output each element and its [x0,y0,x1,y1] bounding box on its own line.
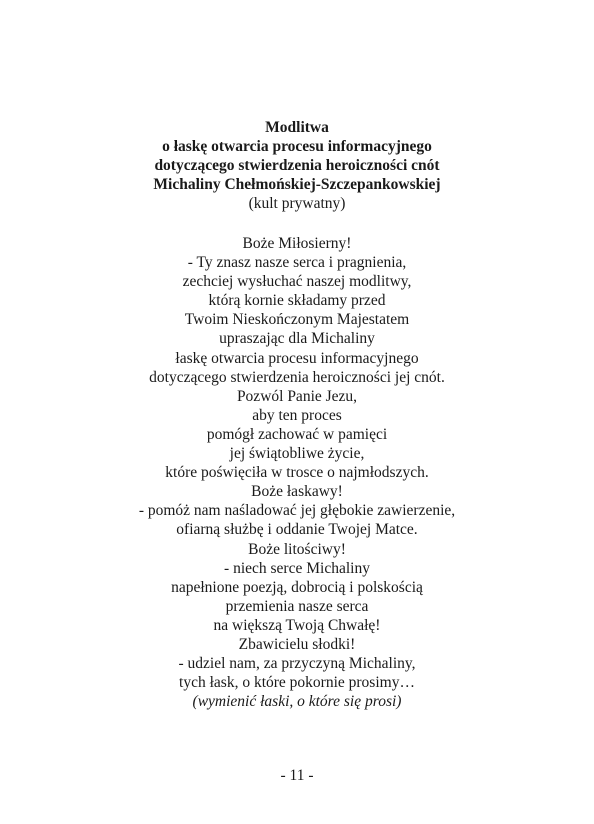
prayer-line: zechciej wysłuchać naszej modlitwy, [182,273,412,291]
page-number: - 11 - [280,767,314,784]
prayer-instruction: (wymienić łaski, o które się prosi) [192,693,402,711]
prayer-line: pomógł zachować w pamięci [206,425,388,443]
prayer-line: Boże litościwy! [248,540,346,558]
prayer-line: Twoim Nieskończonym Majestatem [184,311,410,329]
prayer-line: ofiarną służbę i oddanie Twojej Matce. [176,521,418,539]
prayer-line: przemienia nasze serca [225,597,369,615]
title-line: dotyczącego stwierdzenia heroiczności cnót [154,157,440,174]
prayer-line: łaskę otwarcia procesu informacyjnego [175,349,419,367]
prayer-line: upraszając dla Michaliny [219,330,375,348]
prayer-line: które poświęciła w trosce o najmłodszych. [165,464,429,482]
prayer-title [0,118,594,213]
prayer-line: - niech serce Michaliny [224,559,370,577]
prayer-line: napełnione poezją, dobrocią i polskością [171,578,423,596]
prayer-line: jej świątobliwe życie, [229,445,365,463]
prayer-line: Boże łaskawy! [251,483,343,501]
prayer-line: - pomóż nam naśladować jej głębokie zawierzenie, [138,502,456,520]
prayer-line: - Ty znasz nasze serca i pragnienia, [187,254,407,272]
prayer-line: Pozwól Panie Jezu, [236,387,358,405]
prayer-line: aby ten proces [252,406,342,424]
prayer-line: Zbawicielu słodki! [238,635,356,653]
title-line: o łaskę otwarcia procesu informacyjnego [162,138,432,155]
title-line: Modlitwa [265,119,329,136]
prayer-line: - udziel nam, za przyczyną Michaliny, [178,655,416,673]
prayer-line: którą kornie składamy przed [208,292,386,310]
prayer-line: Boże Miłosierny! [242,235,352,252]
prayer-line: tych łask, o które pokornie prosimy… [179,674,415,692]
title-line: Michaliny Chełmońskiej-Szczepankowskiej [153,176,441,193]
prayer-line: na większą Twoją Chwałę! [213,616,381,634]
prayer-line: dotyczącego stwierdzenia heroiczności jej cnót. [149,368,445,386]
prayer-body [0,234,594,711]
title-subtitle: (kult prywatny) [248,195,346,212]
